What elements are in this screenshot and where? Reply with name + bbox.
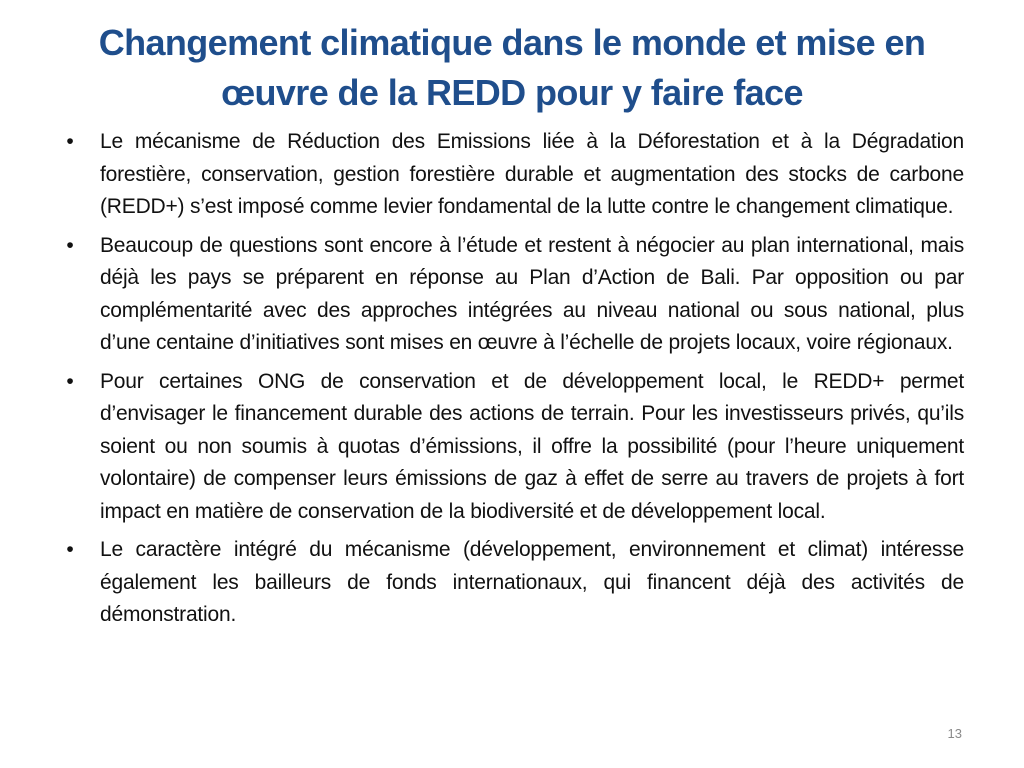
bullet-item [60, 534, 964, 632]
bullet-list [60, 126, 964, 638]
bullet-point-icon: • [66, 369, 74, 393]
bullet-point-icon: • [66, 130, 74, 153]
bullet-item [60, 366, 964, 529]
bullet-text: Beaucoup de questions sont encore à l’étude et restent à négocier au plan international, mais déjà les pays se préparent en réponse au Plan d’Action de Bali. Par opposition ou par complémentarité avec des approches intégrées au niveau national ou sous national, plus d’une centaine d’initiatives sont mises en œuvre à l’échelle de projets locaux, voire régionaux. [100, 233, 964, 354]
bullet-text: Le caractère intégré du mécanisme (développement, environnement et climat) intéresse également les bailleurs de fonds internationaux, qui financent déjà des activités de démonstration. [100, 538, 964, 626]
bullet-item [60, 230, 964, 360]
bullet-text: Le mécanisme de Réduction des Emissions liée à la Déforestation et à la Dégradation forestière, conservation, gestion forestière durable et augmentation des stocks de carbone (REDD+) s’est imposé comme levier fondamental de la lutte contre le changement climatique. [100, 130, 964, 218]
bullet-point-icon: • [66, 538, 74, 561]
bullet-item [60, 126, 964, 224]
slide-title: Changement climatique dans le monde et mise en œuvre de la REDD pour y faire face [98, 22, 926, 113]
page-number: 13 [947, 726, 962, 741]
bullet-text: Pour certaines ONG de conservation et de développement local, le REDD+ permet d’envisager le financement durable des actions de terrain. Pour les investisseurs privés, qu’ils soient ou non soumis à quotas d’émissions, il offre la possibilité (pour l’heure uniquement volontaire) de compenser leurs émissions de gaz à effet de serre au travers de projets à fort impact en matière de conservation de la biodiversité et de développement local. [100, 369, 964, 523]
bullet-point-icon: • [66, 233, 74, 257]
